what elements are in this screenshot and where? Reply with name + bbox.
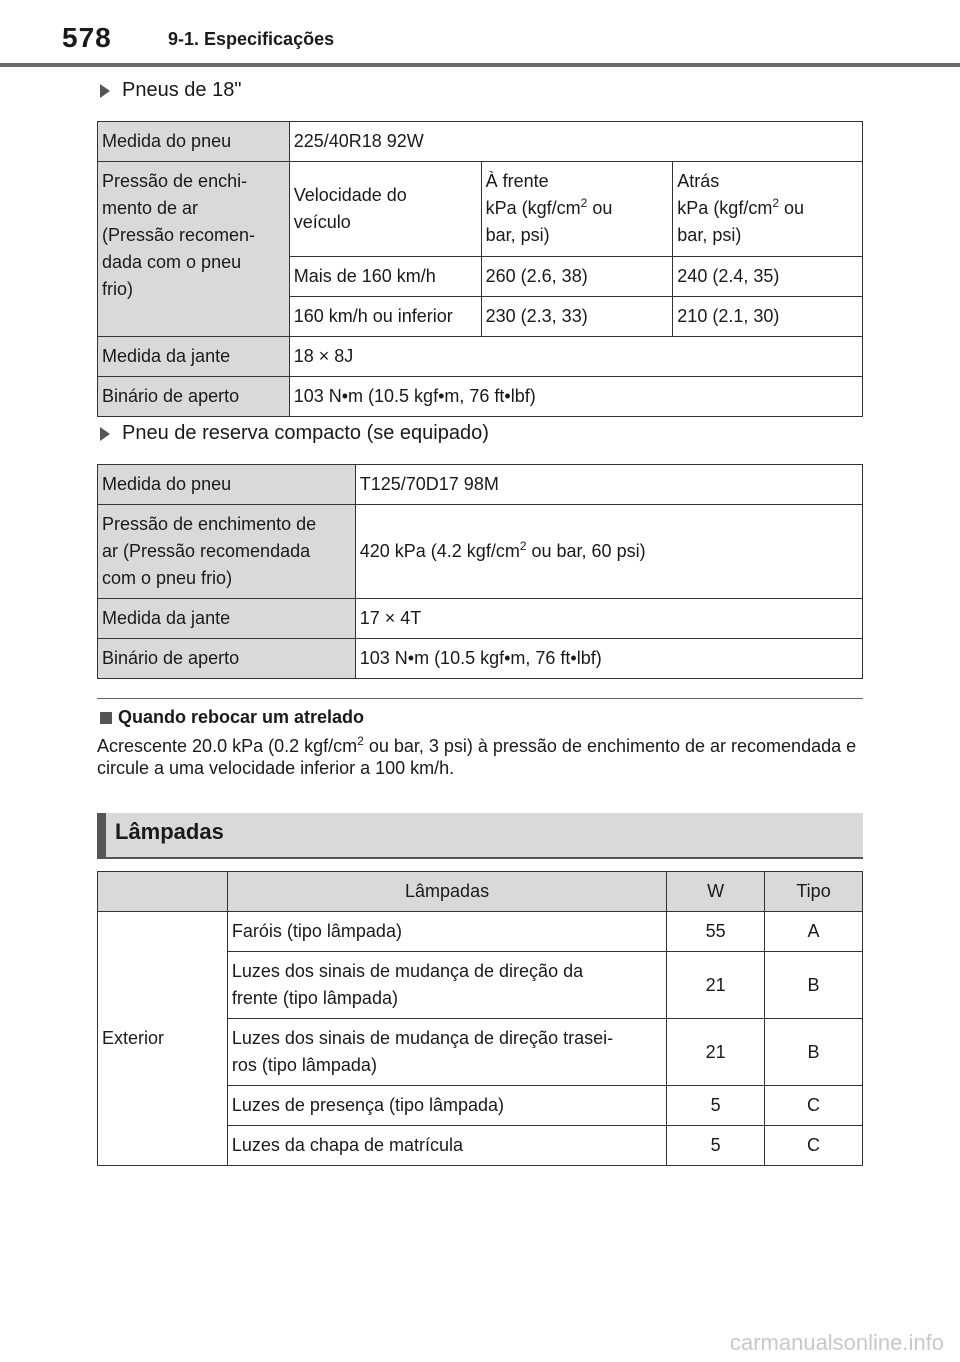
pressure-value-a: 420 kPa (4.2 kgf/cm	[359, 541, 520, 561]
page-header	[0, 0, 960, 68]
lamp-type: A	[765, 912, 863, 952]
spare-tire-table	[97, 464, 863, 679]
torque-value: 103 N•m (10.5 kgf•m, 76 ft•lbf)	[355, 639, 862, 679]
front-pressure-cell: 230 (2.3, 33)	[481, 297, 673, 337]
rear-pressure-cell: 240 (2.4, 35)	[673, 257, 863, 297]
note-text	[97, 735, 863, 779]
type-header: Tipo	[765, 872, 863, 912]
note-text-sup: 2	[357, 734, 364, 748]
lamps-table	[97, 871, 863, 1166]
lamp-watt: 5	[667, 1126, 765, 1166]
watermark: carmanualsonline.info	[729, 1330, 944, 1355]
lamp-watt: 21	[667, 952, 765, 1019]
tire-size-value: 225/40R18 92W	[289, 122, 862, 162]
triangle-bullet-icon	[100, 427, 110, 441]
torque-label: Binário de aperto	[98, 639, 356, 679]
note-title-text: Quando rebocar um atrelado	[118, 707, 365, 727]
speed-cell: Mais de 160 km/h	[289, 257, 481, 297]
front-pressure-label	[481, 162, 673, 257]
rear-pressure-cell: 210 (2.1, 30)	[673, 297, 863, 337]
rear-label-line2: kPa (kgf/cm	[677, 198, 773, 218]
rear-label-sup: 2	[772, 196, 780, 210]
lamp-name: Faróis (tipo lâmpada)	[227, 912, 666, 952]
note-text-a: Acrescente 20.0 kPa (0.2 kgf/cm	[97, 736, 358, 756]
front-label-line1: À frente	[485, 171, 549, 191]
front-label-line2b: ou	[587, 198, 613, 218]
subheading-text: Pneus de 18"	[122, 79, 242, 101]
tire-size-label: Medida do pneu	[98, 122, 290, 162]
tire-size-value: T125/70D17 98M	[355, 465, 862, 505]
lamp-watt: 21	[667, 1019, 765, 1086]
pressure-value	[355, 505, 862, 599]
torque-value: 103 N•m (10.5 kgf•m, 76 ft•lbf)	[289, 377, 862, 417]
lamp-watt: 55	[667, 912, 765, 952]
pressure-value-sup: 2	[519, 539, 527, 553]
speed-cell: 160 km/h ou inferior	[289, 297, 481, 337]
divider	[97, 698, 863, 699]
rear-label-line1: Atrás	[677, 171, 720, 191]
front-label-sup: 2	[580, 196, 588, 210]
wheel-size-value: 17 × 4T	[355, 599, 862, 639]
tire-size-label: Medida do pneu	[98, 465, 356, 505]
note-title	[100, 707, 364, 728]
wheel-size-value: 18 × 8J	[289, 337, 862, 377]
section-title: 9-1. Especificações	[168, 29, 335, 49]
subheading-18-tires	[100, 79, 241, 102]
watt-header: W	[667, 872, 765, 912]
lamp-watt: 5	[667, 1086, 765, 1126]
page-number: 578	[62, 22, 112, 53]
header-rule	[0, 63, 960, 67]
pressure-value-b: ou bar, 60 psi)	[526, 541, 646, 561]
tire-spec-table	[97, 121, 863, 417]
torque-label: Binário de aperto	[98, 377, 290, 417]
table-row	[98, 912, 863, 952]
wheel-size-label: Medida da jante	[98, 599, 356, 639]
vehicle-speed-label: Velocidade do veículo	[289, 162, 481, 257]
rear-label-line2b: ou	[779, 198, 805, 218]
square-bullet-icon	[100, 712, 112, 724]
lamp-name: Luzes dos sinais de mudança de direção trasei- ros (tipo lâmpada)	[227, 1019, 666, 1086]
lamp-type: C	[765, 1086, 863, 1126]
lamp-name: Luzes dos sinais de mudança de direção da frente (tipo lâmpada)	[227, 952, 666, 1019]
rear-pressure-label	[673, 162, 863, 257]
pressure-label: Pressão de enchimento de ar (Pressão recomendada com o pneu frio)	[98, 505, 356, 599]
lamp-type: C	[765, 1126, 863, 1166]
empty-header-cell	[98, 872, 228, 912]
lamps-title: Lâmpadas	[115, 819, 224, 844]
pressure-label: Pressão de enchi- mento de ar (Pressão recomen- dada com o pneu frio)	[98, 162, 290, 337]
subheading-text: Pneu de reserva compacto (se equipado)	[122, 422, 489, 444]
lamp-name: Luzes da chapa de matrícula	[227, 1126, 666, 1166]
exterior-group-label: Exterior	[98, 912, 228, 1166]
front-label-line2: kPa (kgf/cm	[485, 198, 581, 218]
lamps-section-header	[97, 813, 863, 859]
rear-label-line3: bar, psi)	[677, 225, 742, 245]
front-pressure-cell: 260 (2.6, 38)	[481, 257, 673, 297]
section-accent	[97, 813, 106, 857]
wheel-size-label: Medida da jante	[98, 337, 290, 377]
note-text-b: ou bar, 3 psi) à pressão de enchimento de ar recomendada e circule a uma velocidade inferior a 100 km/h.	[97, 736, 857, 778]
front-label-line3: bar, psi)	[485, 225, 550, 245]
lamps-header: Lâmpadas	[227, 872, 666, 912]
subheading-spare-tire	[100, 422, 489, 445]
lamp-type: B	[765, 952, 863, 1019]
lamp-type: B	[765, 1019, 863, 1086]
triangle-bullet-icon	[100, 84, 110, 98]
lamp-name: Luzes de presença (tipo lâmpada)	[227, 1086, 666, 1126]
